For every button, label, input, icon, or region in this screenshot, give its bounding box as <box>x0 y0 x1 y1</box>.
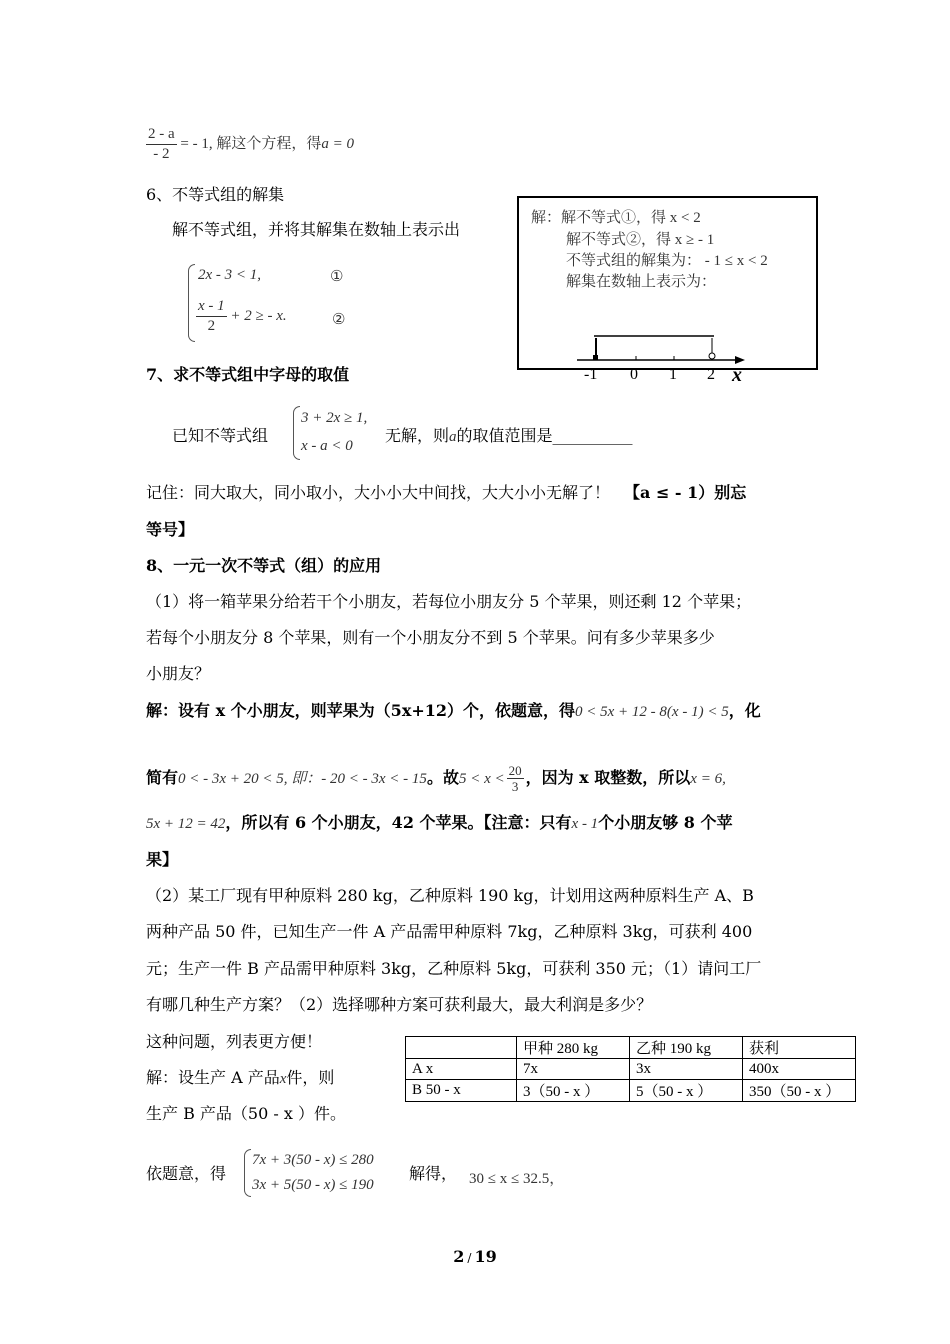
s1-math: 0 < 5x + 12 - 8(x - 1) < 5 <box>575 704 729 720</box>
sec7-var: a <box>449 429 457 445</box>
table-cell: 350（50 - x ） <box>743 1080 856 1102</box>
table-cell: 3（50 - x ） <box>517 1080 630 1102</box>
final-b: 解得， <box>409 1164 458 1183</box>
sec6-ineq1: 2x - 3 < 1, <box>198 267 262 283</box>
s2-xval: x = 6, <box>690 771 726 787</box>
p2-line3: 元；生产一件 B 产品需甲种原料 3kg，乙种原料 5kg，可获利 350 元；（1）请问工厂 <box>146 959 762 978</box>
sec6-heading: 6、不等式组的解集 <box>146 185 285 204</box>
s2-math: 0 < - 3x + 20 < 5, 即：- 20 < - 3x < - 15 <box>178 771 427 787</box>
page-footer <box>0 1247 950 1266</box>
p1-line1: （1）将一箱苹果分给若干个小朋友，若每位小朋友分 5 个苹果，则还剩 12 个苹果； <box>146 592 752 611</box>
page-sep: / <box>467 1251 472 1265</box>
sec7-lead: 已知不等式组 <box>172 426 269 445</box>
axis-arrow <box>735 356 745 364</box>
top-result: a = 0 <box>321 135 355 152</box>
sec6-mark1: ① <box>330 269 344 285</box>
sol-line1: 解：解不等式①，得 x < 2 <box>531 210 701 226</box>
sec8-heading: 8、一元一次不等式（组）的应用 <box>146 556 382 575</box>
final-result: 30 ≤ x ≤ 32.5， <box>469 1171 565 1187</box>
table-cell: B 50 - x <box>406 1080 517 1102</box>
q-line3: 生产 B 产品（50 - x ）件。 <box>146 1104 346 1123</box>
sec6-ineq2 <box>196 298 287 335</box>
table-header-cell: 乙种 190 kg <box>630 1037 743 1059</box>
top-frac-den: - 2 <box>153 146 170 162</box>
open-dot <box>709 353 715 359</box>
s4-line: 果】 <box>146 850 179 869</box>
sec7-tail: 无解，则a的取值范围是__________ <box>385 426 633 445</box>
plan-table <box>405 1036 856 1102</box>
closed-dot <box>593 355 598 360</box>
axis-label: x <box>732 364 742 386</box>
sec6-mark2: ② <box>332 312 346 328</box>
tick-label-1: 1 <box>669 366 677 383</box>
p1-line2: 若每个小朋友分 8 个苹果，则有一个小朋友分不到 5 个苹果。问有多少苹果多少 <box>146 628 715 647</box>
table-header-row <box>406 1037 856 1059</box>
q-line1: 这种问题，列表更方便！ <box>146 1032 323 1051</box>
sol-line2: 解不等式②，得 x ≥ - 1 <box>566 232 715 248</box>
sec7-brace <box>293 406 300 460</box>
p1-line3: 小朋友？ <box>146 664 211 683</box>
sol-line4: 解集在数轴上表示为： <box>566 274 717 290</box>
p2-line1: （2）某工厂现有甲种原料 280 kg，乙种原料 190 kg，计划用这两种原料生产 A、B <box>146 886 754 905</box>
page-number: 2 <box>453 1247 465 1266</box>
s3-math2: x - 1 <box>571 816 599 832</box>
p2-line2: 两种产品 50 件，已知生产一件 A 产品需甲种原料 7kg，乙种原料 3kg，可获利 400 <box>146 922 753 941</box>
s1-line: 解：设有 x 个小朋友，则苹果为（5x+12）个，依题意，得0 < 5x + 12 - 8(x - 1) < 5，化 <box>146 701 761 720</box>
table-cell: 400x <box>743 1059 856 1080</box>
sec6-ineq2-rest: + 2 ≥ - x. <box>230 307 287 324</box>
page-total: 19 <box>474 1247 497 1266</box>
sec6-brace <box>188 264 195 342</box>
sec6-frac-den: 2 <box>207 318 216 334</box>
table-header-cell: 获利 <box>743 1037 856 1059</box>
answer-blank: __________ <box>552 426 633 445</box>
solution-box <box>517 196 818 370</box>
remember-line: 记住：同大取大，同小取小，大小小大中间找，大大小小无解了！ 【a ≤ - 1）别忘 <box>146 483 747 502</box>
top-text: 解这个方程，得 <box>216 135 322 152</box>
sec7-sys1: 3 + 2x ≥ 1, <box>301 410 368 426</box>
s2-range: 5 < x < <box>458 771 505 787</box>
sec6-frac-num: x - 1 <box>196 298 227 317</box>
s2-line: 简有0 < - 3x + 20 < 5, 即：- 20 < - 3x < - 15。故5 < x < $\frac{20}{3}$ ，因为 x 取整数，所以x = 6, <box>146 763 726 794</box>
sec6-instruction: 解不等式组，并将其解集在数轴上表示出 <box>172 220 461 239</box>
top-frac-num: 2 - a <box>146 126 177 145</box>
final-lead: 依题意，得 <box>146 1164 227 1183</box>
sec7-sys2: x - a < 0 <box>301 438 353 454</box>
table-cell: 5（50 - x ） <box>630 1080 743 1102</box>
table-header-cell <box>406 1037 517 1059</box>
s3-line: 5x + 12 = 42，所以有 6 个小朋友，42 个苹果。【注意：只有x - 1个小朋友够 8 个苹 <box>146 813 733 832</box>
p2-line4: 有哪几种生产方案？（2）选择哪种方案可获利最大，最大利润是多少？ <box>146 995 653 1014</box>
s2-frac-num: 20 <box>508 763 522 778</box>
table-cell: A x <box>406 1059 517 1080</box>
sol-line3: 不等式组的解集为： - 1 ≤ x < 2 <box>566 253 768 269</box>
s3-math: 5x + 12 = 42 <box>146 816 226 832</box>
table-cell: 3x <box>630 1059 743 1080</box>
tick-label-0: 0 <box>630 366 638 383</box>
tick-label-m1: -1 <box>584 366 598 383</box>
number-line <box>519 198 816 368</box>
s2-frac-den: 3 <box>511 779 519 794</box>
table-row <box>406 1059 856 1080</box>
q-line2: 解：设生产 A 产品x件，则 <box>146 1068 335 1087</box>
final-brace <box>244 1149 251 1197</box>
final-sys1: 7x + 3(50 - x) ≤ 280 <box>252 1152 374 1168</box>
top-rhs: = - 1, <box>180 135 213 152</box>
table-cell: 7x <box>517 1059 630 1080</box>
table-header-cell: 甲种 280 kg <box>517 1037 630 1059</box>
remember-line-2: 等号】 <box>146 520 195 539</box>
table-row <box>406 1080 856 1102</box>
q-var: x <box>279 1071 287 1087</box>
final-sys2: 3x + 5(50 - x) ≤ 190 <box>252 1177 374 1193</box>
sec7-answer: 【a ≤ - 1）别忘 <box>624 483 747 502</box>
tick-label-2: 2 <box>707 366 715 383</box>
top-equation <box>146 126 354 163</box>
sec7-heading: 7、求不等式组中字母的取值 <box>146 365 350 384</box>
